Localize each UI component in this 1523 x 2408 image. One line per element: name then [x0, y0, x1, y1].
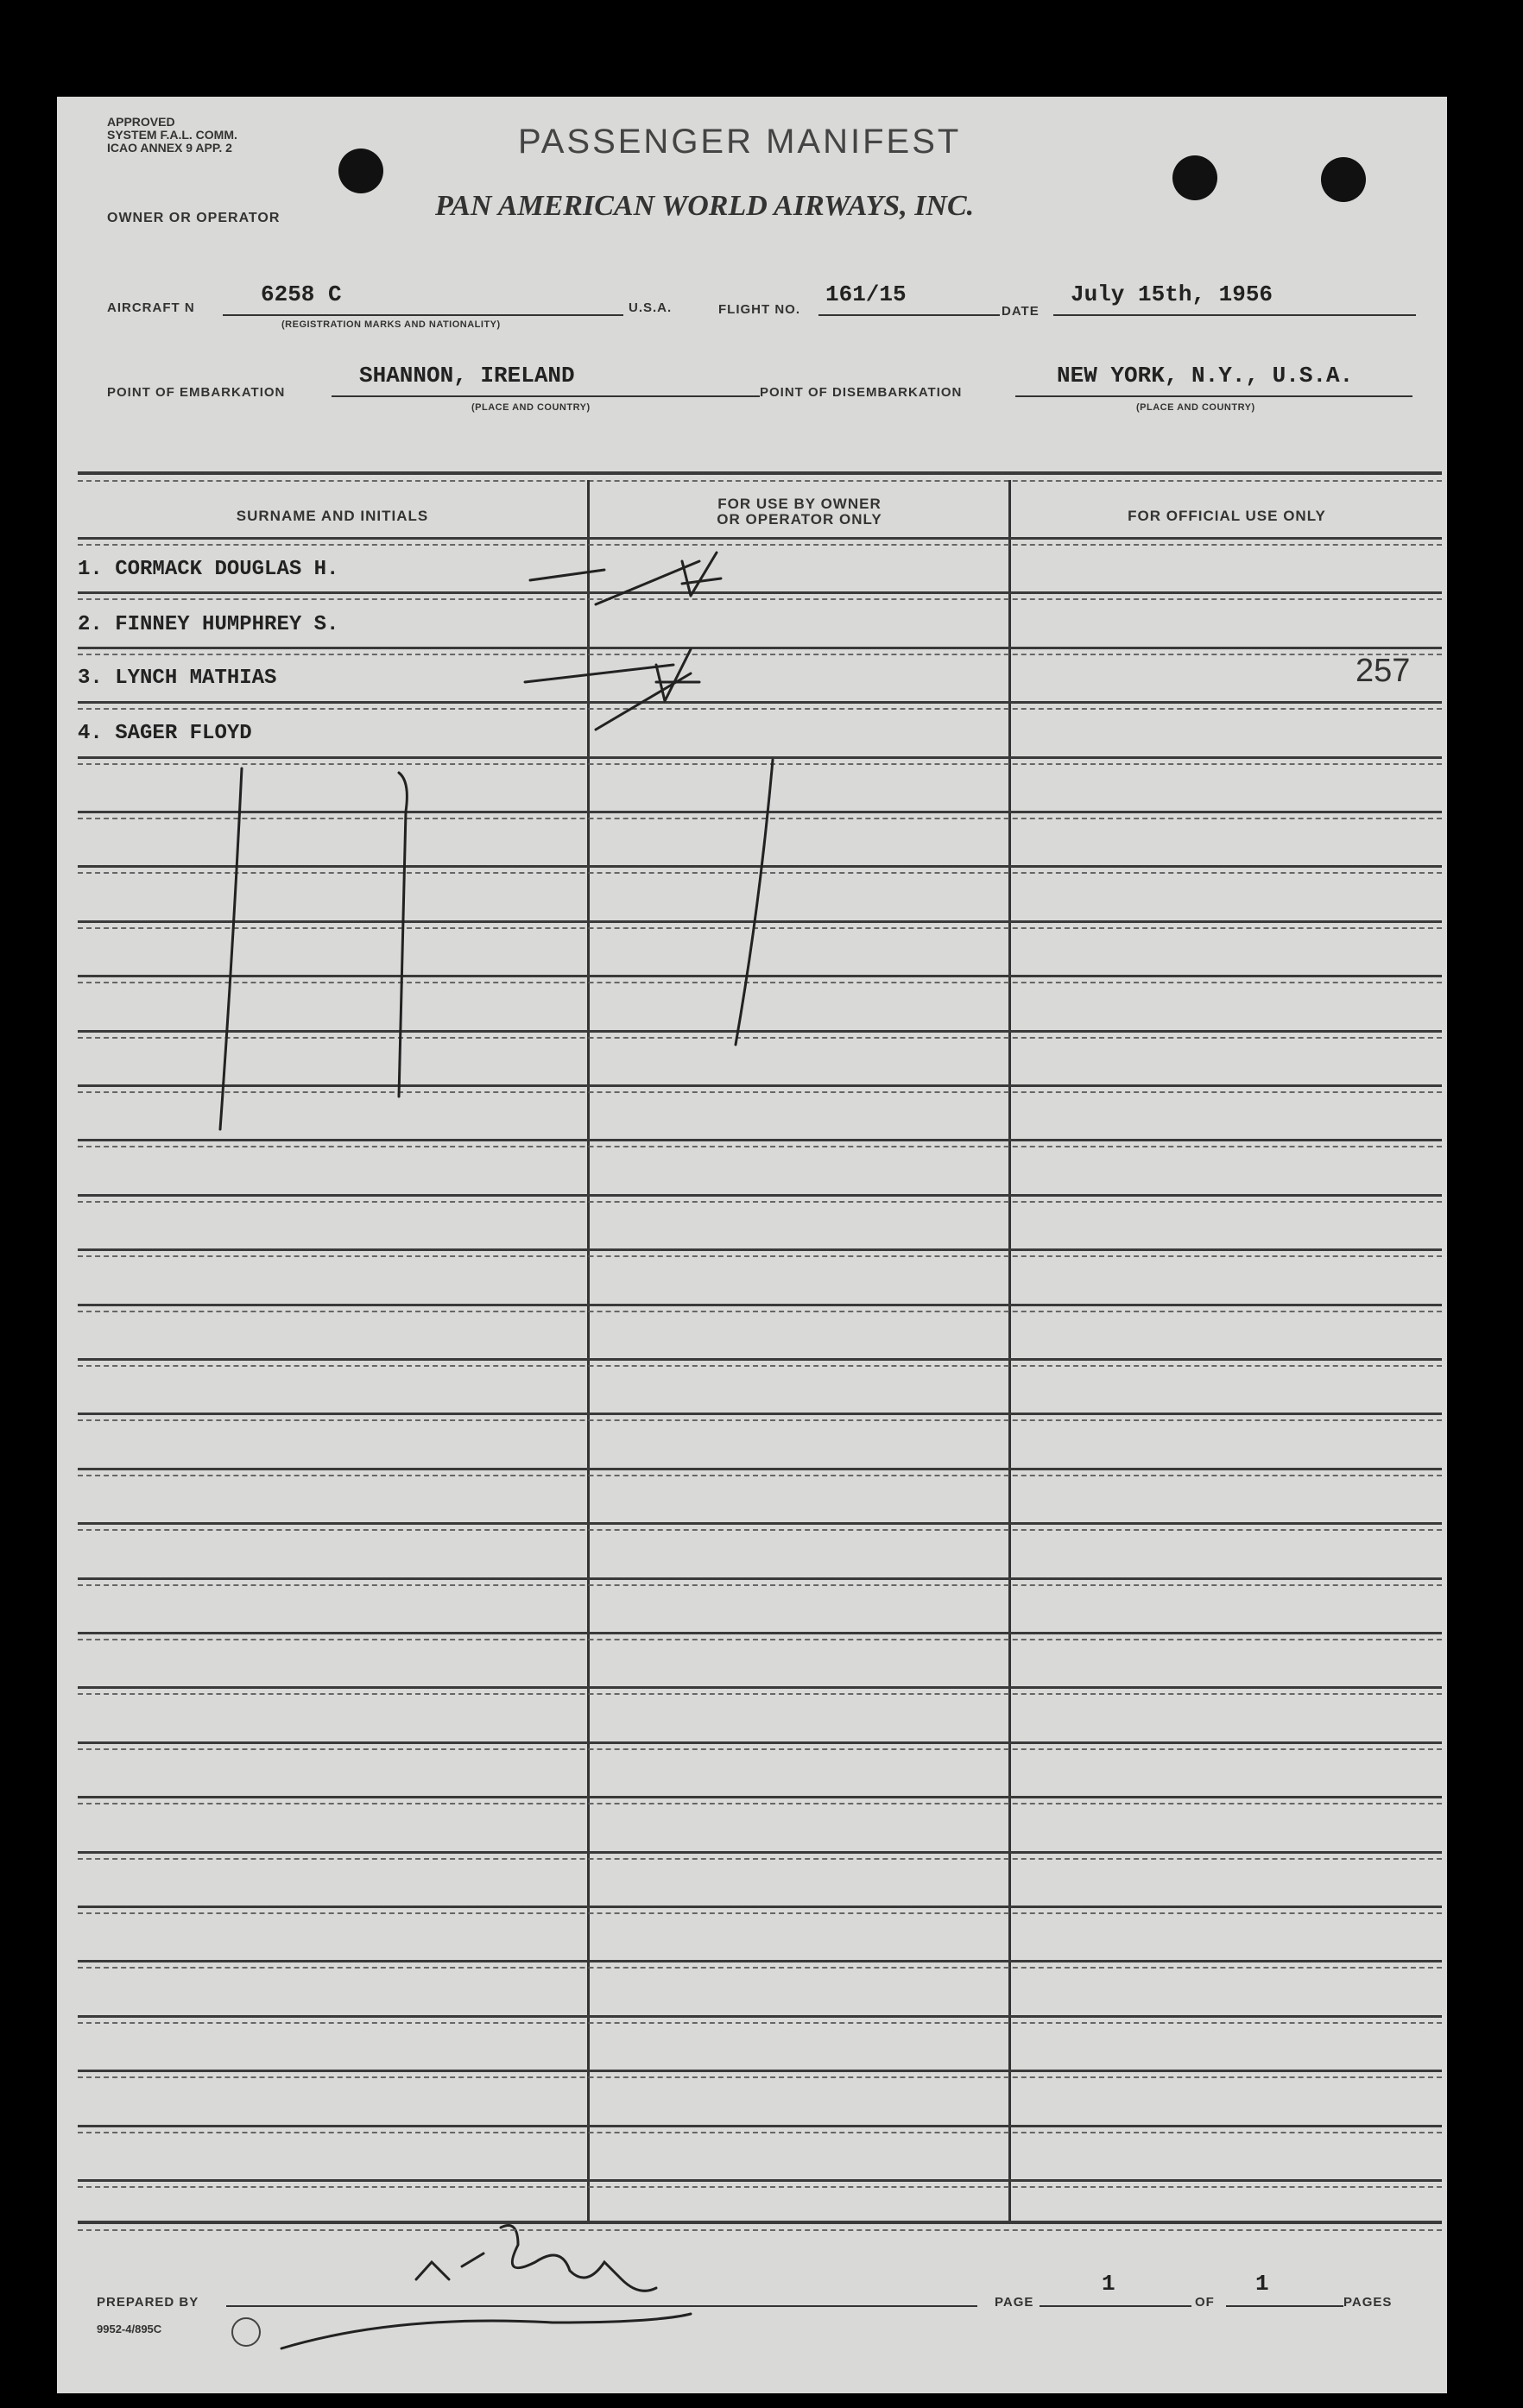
signature-mark [416, 2226, 656, 2291]
approval-line: SYSTEM F.A.L. COMM. [107, 128, 237, 142]
date-value: July 15th, 1956 [1071, 281, 1273, 307]
disembarkation-value: NEW YORK, N.Y., U.S.A. [1057, 363, 1354, 389]
column-header-owner-1: FOR USE BY OWNER [717, 496, 882, 512]
aircraft-label: AIRCRAFT N [107, 300, 195, 315]
aircraft-caption: (REGISTRATION MARKS AND NATIONALITY) [281, 319, 501, 330]
passenger-name: LYNCH MATHIAS [115, 667, 277, 690]
prepared-underline [226, 2305, 977, 2307]
approval-line: ICAO ANNEX 9 APP. 2 [107, 141, 232, 155]
aircraft-country: U.S.A. [629, 300, 673, 315]
disembarkation-label: POINT OF DISEMBARKATION [760, 385, 963, 400]
union-label-icon [231, 2317, 261, 2347]
passenger-number: 3. [78, 667, 103, 690]
flight-label: FLIGHT NO. [718, 302, 800, 317]
checkmark-mark [530, 553, 721, 604]
embarkation-value: SHANNON, IRELAND [359, 363, 575, 389]
pages-value: 1 [1255, 2271, 1269, 2297]
embarkation-caption: (PLACE AND COUNTRY) [471, 402, 591, 413]
aircraft-value: 6258 C [261, 281, 342, 307]
vertical-stroke [736, 760, 773, 1045]
prepared-label: PREPARED BY [97, 2295, 199, 2310]
flight-value: 161/15 [825, 281, 907, 307]
passenger-name: CORMACK DOUGLAS H. [115, 558, 339, 581]
page-value: 1 [1102, 2271, 1115, 2297]
column-header-owner-2: OR OPERATOR ONLY [717, 511, 882, 528]
date-label: DATE [1002, 304, 1040, 319]
form-number: 9952-4/895C [97, 2323, 162, 2335]
table-bottom-border [78, 2221, 1442, 2224]
table-bottom-border-2 [78, 2229, 1442, 2231]
disembarkation-caption: (PLACE AND COUNTRY) [1136, 402, 1255, 413]
approval-line: APPROVED [107, 115, 175, 129]
passenger-name: FINNEY HUMPHREY S. [115, 613, 339, 636]
checkmark-mark [525, 649, 699, 730]
column-header-official: FOR OFFICIAL USE ONLY [1128, 508, 1326, 524]
passenger-number: 4. [78, 722, 103, 745]
column-header-surname: SURNAME AND INITIALS [236, 508, 429, 524]
passenger-name: SAGER FLOYD [115, 722, 252, 745]
vertical-stroke [220, 768, 242, 1129]
of-underline [1226, 2305, 1343, 2307]
page-underline [1040, 2305, 1191, 2307]
embarkation-label: POINT OF EMBARKATION [107, 385, 286, 400]
page-label: PAGE [995, 2295, 1034, 2310]
pages-label: PAGES [1343, 2295, 1393, 2310]
page-title: PASSENGER MANIFEST [518, 123, 962, 161]
owner-label: OWNER OR OPERATOR [107, 211, 281, 225]
of-label: OF [1195, 2295, 1215, 2310]
passenger-number: 2. [78, 613, 103, 636]
official-note: 257 [1356, 653, 1411, 689]
company-name: PAN AMERICAN WORLD AIRWAYS, INC. [435, 190, 975, 222]
vertical-stroke [399, 773, 407, 1097]
signature-underline [281, 2314, 691, 2348]
passenger-number: 1. [78, 558, 103, 581]
